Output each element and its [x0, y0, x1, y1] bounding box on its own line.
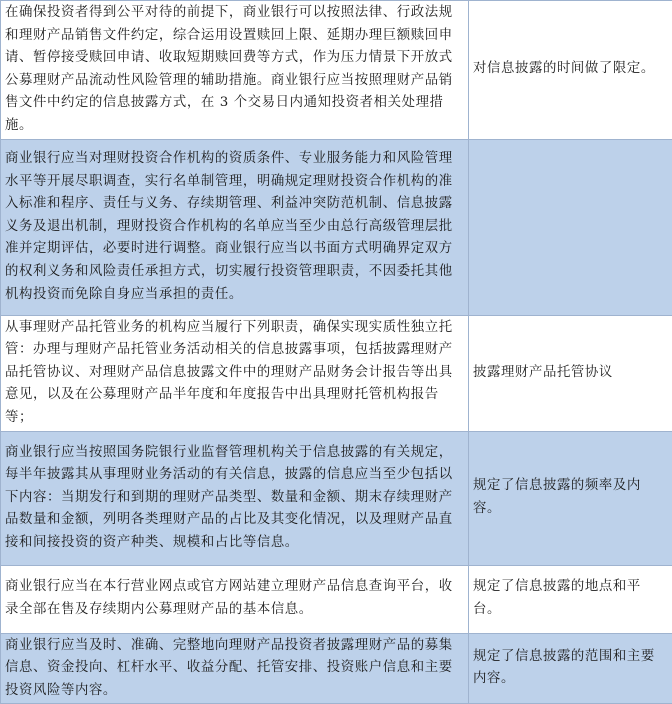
note-cell: 规定了信息披露的地点和平台。	[469, 565, 672, 633]
note-cell	[469, 139, 672, 315]
table-row	[1, 315, 672, 431]
table-row	[1, 431, 672, 565]
note-cell: 规定了信息披露的范围和主要内容。	[469, 633, 672, 704]
provision-cell: 商业银行应当对理财投资合作机构的资质条件、专业服务能力和风险管理水平等开展尽职调查，实行名单制管理，明确规定理财投资合作机构的准入标准和程序、责任与义务、存续期管理、利益冲突防范机制、信息披露义务及退出机制，理财投资合作机构的名单应当至少由总行高级管理层批准并定期评估，必要时进行调整。商业银行应当以书面方式明确界定双方的权利义务和风险责任承担方式，切实履行投资管理职责，不因委托其他机构投资而免除自身应当承担的责任。	[1, 139, 469, 315]
note-cell: 披露理财产品托管协议	[469, 315, 672, 431]
provision-cell: 商业银行应当及时、准确、完整地向理财产品投资者披露理财产品的募集信息、资金投向、杠杆水平、收益分配、托管安排、投资账户信息和主要投资风险等内容。	[1, 633, 469, 704]
provision-cell: 从事理财产品托管业务的机构应当履行下列职责，确保实现实质性独立托管：办理与理财产品托管业务活动相关的信息披露事项，包括披露理财产品托管协议、对理财产品信息披露文件中的理财产品财务会计报告等出具意见，以及在公募理财产品半年度和年度报告中出具理财托管机构报告等；	[1, 315, 469, 431]
provision-cell: 商业银行应当按照国务院银行业监督管理机构关于信息披露的有关规定，每半年披露其从事理财业务活动的有关信息，披露的信息应当至少包括以下内容：当期发行和到期的理财产品类型、数量和金额、期末存续理财产品数量和金额，列明各类理财产品的占比及其变化情况，以及理财产品直接和间接投资的资产种类、规模和占比等信息。	[1, 431, 469, 565]
provision-cell: 在确保投资者得到公平对待的前提下，商业银行可以按照法律、行政法规和理财产品销售文件约定，综合运用设置赎回上限、延期办理巨额赎回申请、暂停接受赎回申请、收取短期赎回费等方式，作为压力情景下开放式公募理财产品流动性风险管理的辅助措施。商业银行应当按照理财产品销售文件中约定的信息披露方式，在 3 个交易日内通知投资者相关处理措施。	[1, 1, 469, 140]
table-row	[1, 139, 672, 315]
table-row	[1, 633, 672, 704]
note-cell: 规定了信息披露的频率及内容。	[469, 431, 672, 565]
table-row	[1, 1, 672, 140]
table-row	[1, 565, 672, 633]
provision-cell: 商业银行应当在本行营业网点或官方网站建立理财产品信息查询平台，收录全部在售及存续期内公募理财产品的基本信息。	[1, 565, 469, 633]
note-cell: 对信息披露的时间做了限定。	[469, 1, 672, 140]
